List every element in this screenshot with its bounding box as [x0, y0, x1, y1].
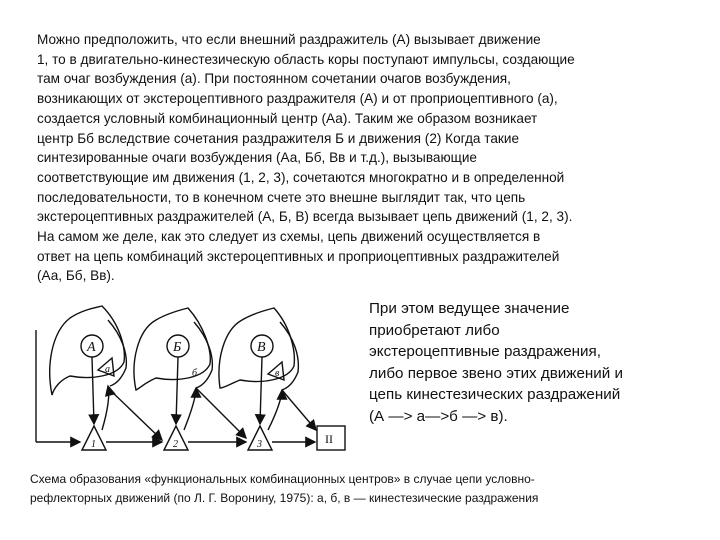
paragraph-line: Можно предположить, что если внешний раздражитель (А) вызывает движение	[37, 32, 541, 47]
side-line: При этом ведущее значение	[369, 300, 570, 317]
movement-label-3: 3	[257, 439, 262, 450]
reflex-chain-diagram	[30, 290, 360, 465]
stimulus-label-v: B	[257, 340, 266, 355]
arrow-line	[176, 357, 178, 424]
kinesthetic-label-b: б	[192, 368, 198, 379]
side-line: экстероцептивные раздражения,	[369, 343, 601, 360]
side-line: цепь кинестезических раздражений	[369, 386, 621, 403]
feedback-arrow	[184, 388, 196, 430]
paragraph-line: центр Бб вследствие сочетания раздражителя Б и движения (2) Когда такие	[37, 130, 520, 146]
arrow-line	[196, 388, 246, 438]
paragraph-line: последовательности, то в конечном счете это внешне выглядит так, что цепь	[37, 189, 526, 205]
side-line: либо первое звено этих движений и	[369, 364, 623, 382]
end-box-label: II	[325, 432, 333, 446]
feedback-arrow	[102, 386, 109, 430]
arrow-line	[260, 357, 262, 424]
paragraph-line: (Аа, Бб, Вв).	[37, 268, 115, 284]
paragraph-line: там очаг возбуждения (а). При постоянном сочетании очагов возбуждения,	[37, 71, 511, 87]
paragraph-line: ответ на цепь комбинаций экстероцептивных и проприоцептивных раздражителей	[37, 248, 560, 264]
arrow-line	[282, 390, 316, 430]
paragraph-line: соответствующие им движения (1, 2, 3), сочетаются многократно и в определенной	[37, 169, 565, 185]
side-line: приобретают либо	[369, 321, 500, 339]
caption-line: Схема образования «функциональных комбинационных центров» в случае цепи условно-	[30, 472, 535, 486]
paragraph-line: 1, то в двигательно-кинестезическую область коры поступают импульсы, создающие	[37, 51, 575, 67]
kinesthetic-label-v: в	[275, 368, 280, 379]
stimulus-label-a: A	[87, 340, 96, 355]
caption-line: рефлекторных движений (по Л. Г. Воронину, 1975): а, б, в — кинестезические раздражения	[30, 491, 539, 505]
stimulus-label-b: Б	[173, 340, 182, 355]
paragraph-line: экстероцептивных раздражителей (А, Б, В) всегда вызывает цепь движений (1, 2, 3).	[37, 209, 573, 225]
movement-label-2: 2	[173, 439, 178, 450]
feedback-arrow	[268, 390, 282, 430]
paragraph-line: На самом же деле, как это следует из схемы, цепь движений осуществляется в	[37, 229, 541, 245]
main-paragraph	[37, 30, 692, 286]
arrow-line	[110, 390, 162, 440]
arrow-line	[92, 357, 94, 424]
side-paragraph	[369, 298, 699, 427]
paragraph-line: создается условный комбинационный центр (Аа). Таким же образом возникает	[37, 110, 538, 126]
paragraph-line: возникающих от экстероцептивного раздражителя (А) и от проприоцептивного (а),	[37, 91, 558, 107]
side-line: (А —> а—>б —> в).	[369, 407, 508, 425]
kinesthetic-label-a: а	[105, 364, 110, 375]
paragraph-line: синтезированные очаги возбуждения (Аа, Бб, Вв и т.д.), вызывающие	[37, 150, 477, 166]
figure-caption	[30, 470, 700, 508]
movement-label-1: 1	[91, 439, 96, 450]
